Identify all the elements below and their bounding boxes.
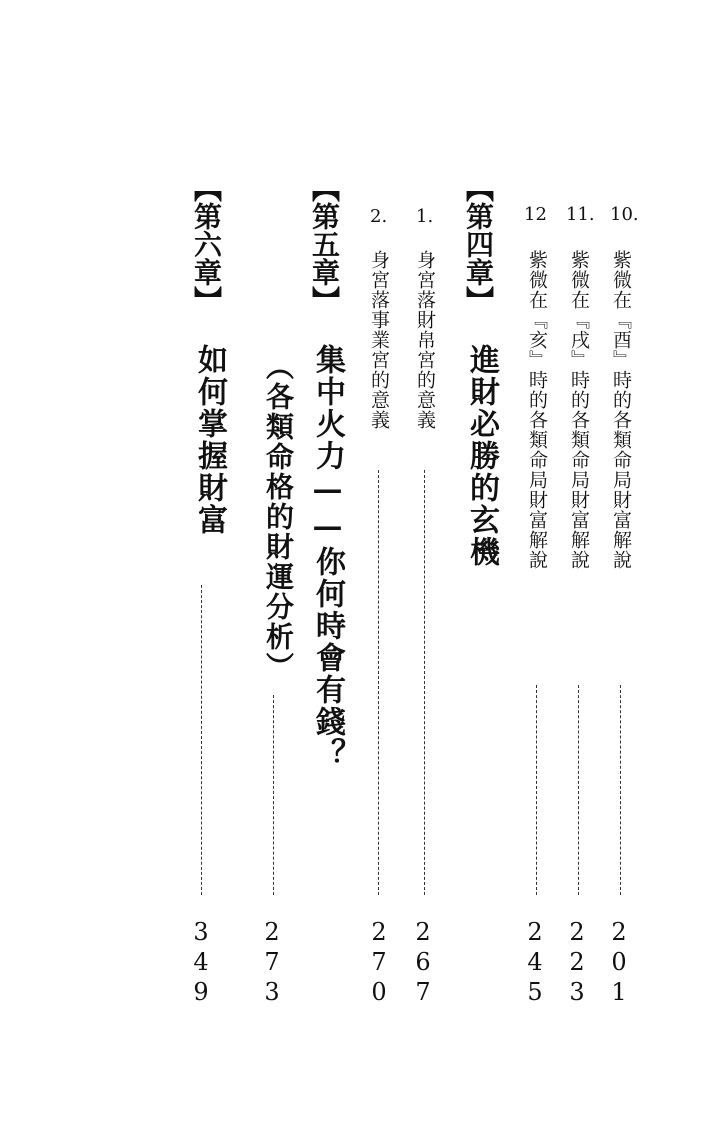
dotted-leader bbox=[201, 585, 202, 895]
entry-number: 11. bbox=[566, 204, 595, 225]
entry-number: 10. bbox=[610, 204, 639, 225]
entry-title: 紫微在『戌』時的各類命局財富解說 bbox=[568, 250, 590, 570]
entry-number: 1. bbox=[416, 206, 434, 227]
entry-page: 245 bbox=[521, 918, 549, 1008]
entry-page: 201 bbox=[605, 918, 633, 1008]
entry-page: 349 bbox=[187, 918, 215, 1008]
entry-number: 12 bbox=[524, 204, 547, 225]
chapter-title: 進財必勝的玄機 bbox=[464, 344, 499, 568]
dotted-leader bbox=[578, 685, 579, 895]
dotted-leader bbox=[424, 470, 425, 895]
dotted-leader bbox=[378, 470, 379, 895]
chapter-subtitle: （各類命格的財運分析） bbox=[262, 352, 295, 682]
entry-title: 紫微在『亥』時的各類命局財富解說 bbox=[526, 250, 548, 570]
entry-page: 270 bbox=[365, 918, 393, 1008]
dotted-leader bbox=[620, 685, 621, 895]
chapter-label: 【第五章】 bbox=[308, 174, 341, 314]
entry-title: 紫微在『酉』時的各類命局財富解說 bbox=[610, 250, 632, 570]
entry-title: 身宮落事業宮的意義 bbox=[368, 250, 390, 430]
chapter-label: 【第四章】 bbox=[462, 174, 495, 314]
dotted-leader bbox=[536, 685, 537, 895]
chapter-title: 集中火力——你何時會有錢？ bbox=[310, 344, 345, 770]
dotted-leader bbox=[273, 695, 274, 895]
entry-page: 223 bbox=[563, 918, 591, 1008]
entry-title: 身宮落財帛宮的意義 bbox=[414, 250, 436, 430]
entry-page: 267 bbox=[409, 918, 437, 1008]
entry-number: 2. bbox=[370, 206, 388, 227]
entry-page: 273 bbox=[258, 918, 286, 1008]
chapter-title: 如何掌握財富 bbox=[192, 344, 227, 536]
chapter-label: 【第六章】 bbox=[190, 174, 223, 314]
